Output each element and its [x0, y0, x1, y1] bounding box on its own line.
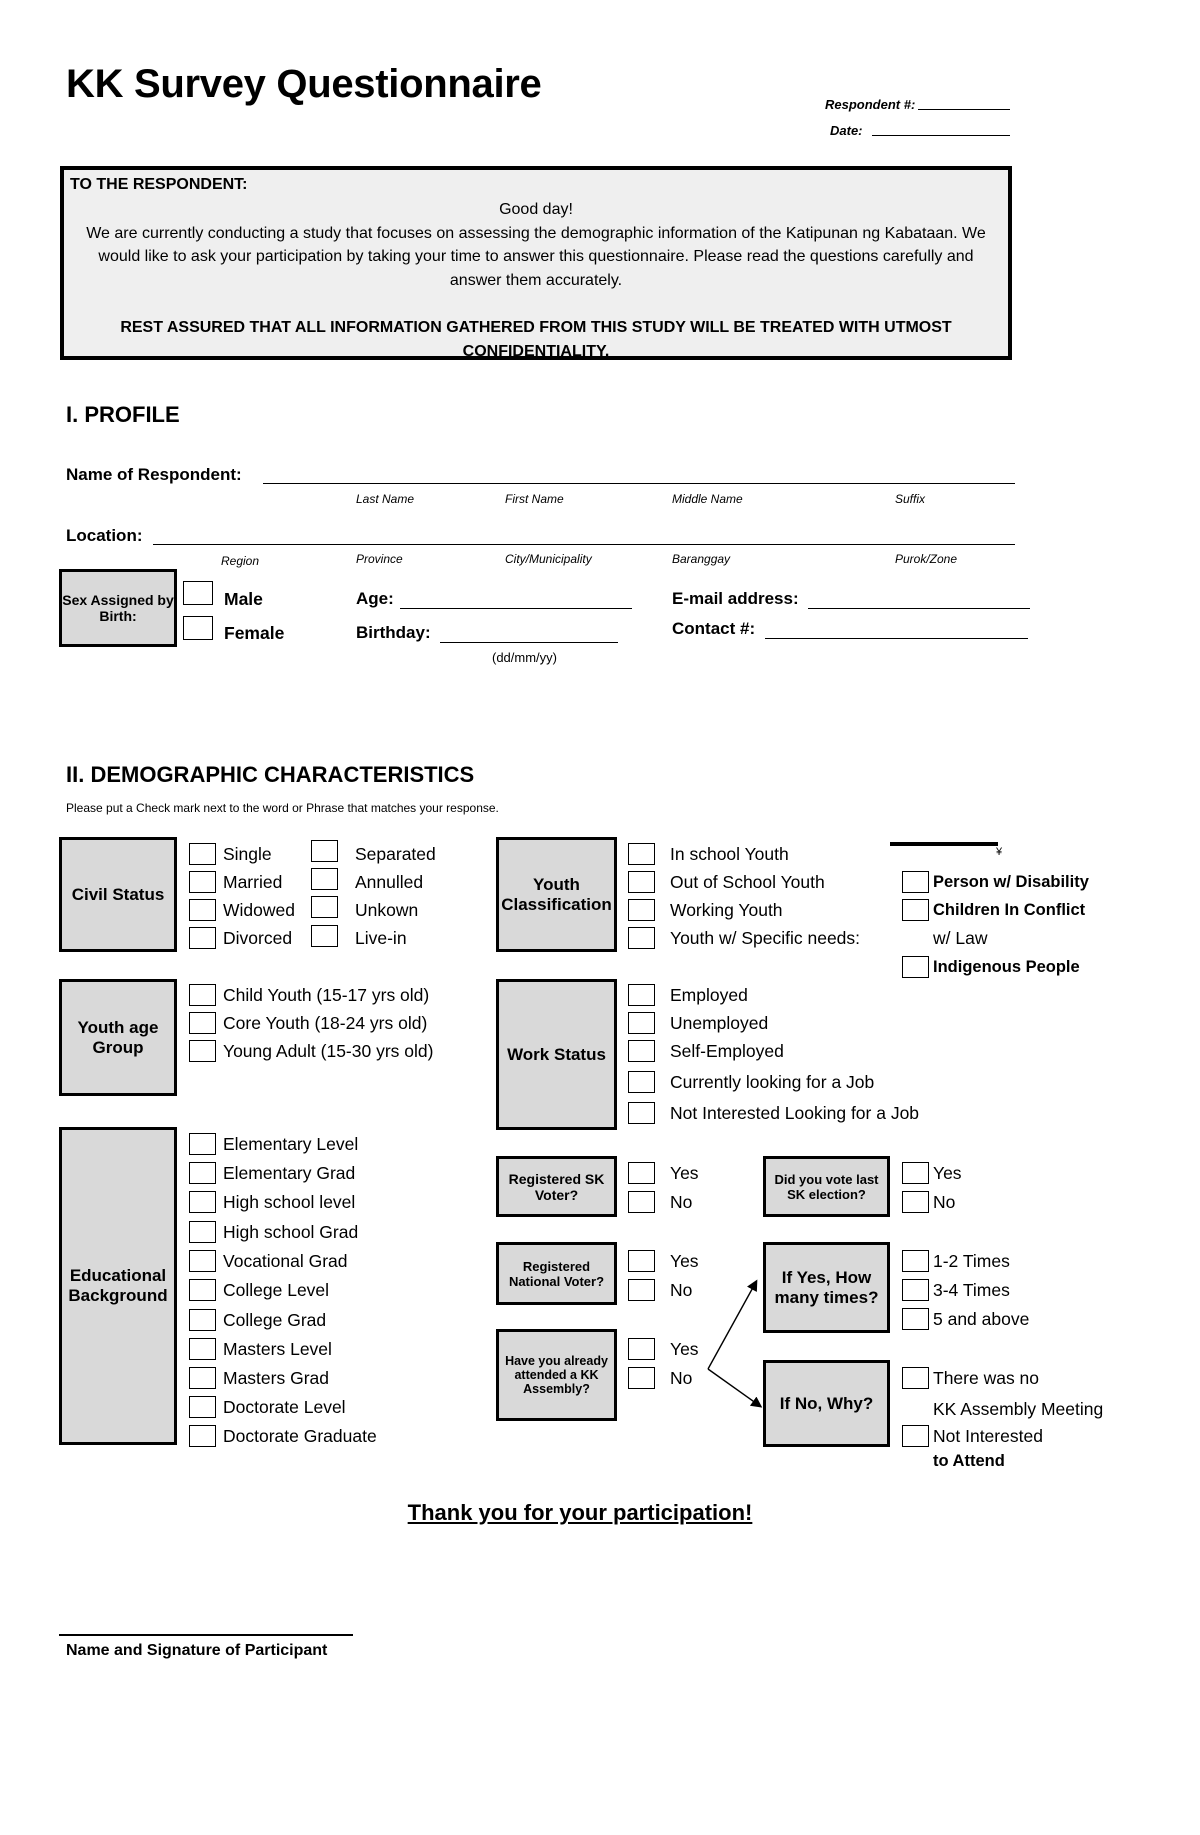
respondent-number-label: Respondent #:: [825, 97, 916, 112]
checkbox-person-disability[interactable]: [902, 871, 929, 893]
checkbox-annulled[interactable]: [311, 868, 338, 890]
location-label: Location:: [66, 526, 143, 545]
page-title: KK Survey Questionnaire: [66, 62, 542, 106]
name-label: Name of Respondent:: [66, 465, 242, 484]
checkbox-college-grad[interactable]: [189, 1309, 216, 1331]
option-core-youth: Core Youth (18-24 yrs old): [223, 1013, 428, 1033]
location-part-barangay: Baranggay: [672, 552, 731, 566]
checkbox-attended-yes[interactable]: [628, 1338, 655, 1360]
checkbox-voted-sk-no[interactable]: [902, 1191, 929, 1213]
sex-assigned-text: Sex Assigned by Birth:: [62, 592, 174, 624]
email-label: E-mail address:: [672, 589, 799, 608]
checkbox-separated[interactable]: [311, 840, 338, 862]
notice-greeting: Good day!: [499, 201, 573, 218]
checkbox-female[interactable]: [183, 616, 213, 640]
location-part-city: City/Municipality: [505, 552, 592, 566]
option-working-youth: Working Youth: [670, 900, 783, 920]
option-single: Single: [223, 844, 272, 864]
checkbox-indigenous-people[interactable]: [902, 956, 929, 978]
option-child-youth: Child Youth (15-17 yrs old): [223, 985, 430, 1005]
checkbox-unemployed[interactable]: [628, 1012, 655, 1034]
option-college-level: College Level: [223, 1280, 330, 1300]
checkbox-children-conflict[interactable]: [902, 899, 929, 921]
birthday-field[interactable]: [440, 642, 618, 643]
checkbox-core-youth[interactable]: [189, 1012, 216, 1034]
birthday-format: (dd/mm/yy): [492, 650, 557, 665]
option-in-school-youth: In school Youth: [670, 844, 789, 864]
checkbox-youth-specific-needs[interactable]: [628, 927, 655, 949]
option-sk-voter-yes: Yes: [670, 1163, 699, 1183]
option-looking-for-job: Currently looking for a Job: [670, 1072, 875, 1092]
checkbox-male[interactable]: [183, 581, 213, 605]
checkbox-high-school-grad[interactable]: [189, 1221, 216, 1243]
option-divorced: Divorced: [223, 928, 293, 948]
voted-last-sk-text: Did you vote last SK election?: [774, 1171, 879, 1202]
option-1-2-times: 1-2 Times: [933, 1251, 1010, 1271]
signature-label: Name and Signature of Participant: [66, 1642, 328, 1659]
youth-classification-text: Youth Classification: [501, 874, 612, 914]
checkbox-high-school-level[interactable]: [189, 1191, 216, 1213]
thank-you-message: Thank you for your participation!: [407, 1500, 753, 1525]
email-field[interactable]: [808, 608, 1030, 609]
checkbox-elementary-level[interactable]: [189, 1133, 216, 1155]
option-voted-sk-no: No: [933, 1192, 956, 1212]
option-masters-level: Masters Level: [223, 1339, 332, 1359]
option-no-assembly-meeting-1: There was no: [933, 1368, 1040, 1388]
option-vocational-grad: Vocational Grad: [223, 1251, 348, 1271]
name-part-last: Last Name: [356, 492, 415, 506]
option-self-employed: Self-Employed: [670, 1041, 784, 1061]
option-annulled: Annulled: [355, 872, 424, 892]
option-unemployed: Unemployed: [670, 1013, 769, 1033]
if-no-text: If No, Why?: [779, 1393, 874, 1413]
name-part-first: First Name: [505, 492, 564, 506]
sex-assigned-label: [59, 569, 177, 647]
checkbox-masters-grad[interactable]: [189, 1367, 216, 1389]
registered-sk-voter-text: Registered SK Voter?: [508, 1170, 605, 1203]
option-5-and-above: 5 and above: [933, 1309, 1030, 1329]
contact-field[interactable]: [765, 638, 1028, 639]
option-college-grad: College Grad: [223, 1310, 327, 1330]
checkbox-not-interested-job[interactable]: [628, 1102, 655, 1124]
demographics-instruction: Please put a Check mark next to the word or Phrase that matches your response.: [66, 801, 499, 815]
option-separated: Separated: [355, 844, 436, 864]
option-doctorate-graduate: Doctorate Graduate: [223, 1426, 377, 1446]
profile-heading: I. PROFILE: [66, 402, 180, 427]
youth-classification-label: [496, 837, 617, 952]
educational-background-label: [59, 1127, 177, 1445]
work-status-label: [496, 979, 617, 1130]
notice-confidentiality: REST ASSURED THAT ALL INFORMATION GATHERED FROM THIS STUDY WILL BE TREATED WITH UTMOST CONFIDENTIALITY.: [120, 319, 952, 360]
respondent-number-field[interactable]: [918, 109, 1010, 110]
option-indigenous-people: Indigenous People: [933, 958, 1080, 976]
youth-age-group-label: [59, 979, 177, 1096]
respondent-notice: [60, 166, 1012, 360]
checkbox-vocational-grad[interactable]: [189, 1250, 216, 1272]
notice-body: [74, 198, 998, 292]
checkbox-employed[interactable]: [628, 984, 655, 1006]
decorative-bar: [890, 842, 998, 846]
option-not-interested-job: Not Interested Looking for a Job: [670, 1103, 920, 1123]
signature-line[interactable]: [59, 1634, 353, 1636]
location-part-province: Province: [356, 552, 403, 566]
age-label: Age:: [356, 589, 394, 608]
option-youth-specific-needs: Youth w/ Specific needs:: [670, 928, 861, 948]
civil-status-label: [59, 837, 177, 952]
option-national-voter-no: No: [670, 1280, 693, 1300]
checkbox-child-youth[interactable]: [189, 984, 216, 1006]
option-sk-voter-no: No: [670, 1192, 693, 1212]
birthday-label: Birthday:: [356, 623, 431, 642]
location-part-region: Region: [221, 554, 260, 568]
checkbox-married[interactable]: [189, 871, 216, 893]
option-unkown: Unkown: [355, 900, 419, 920]
checkbox-no-assembly-meeting[interactable]: [902, 1367, 929, 1389]
option-children-conflict: Children In Conflict: [933, 901, 1086, 919]
voted-last-sk-label: [763, 1156, 890, 1217]
option-high-school-grad: High school Grad: [223, 1222, 359, 1242]
checkbox-doctorate-graduate[interactable]: [189, 1425, 216, 1447]
checkbox-unkown[interactable]: [311, 896, 338, 918]
date-label: Date:: [830, 123, 863, 138]
checkbox-single[interactable]: [189, 843, 216, 865]
checkbox-5-and-above[interactable]: [902, 1308, 929, 1330]
attended-assembly-text: Have you already attended a KK Assembly?: [505, 1354, 608, 1396]
contact-label: Contact #:: [672, 619, 756, 638]
registered-sk-voter-label: [496, 1156, 617, 1217]
checkbox-voted-sk-yes[interactable]: [902, 1162, 929, 1184]
notice-heading: TO THE RESPONDENT:: [70, 176, 248, 193]
if-yes-text: If Yes, How many times?: [774, 1267, 879, 1307]
checkbox-sk-voter-yes[interactable]: [628, 1162, 655, 1184]
option-live-in: Live-in: [355, 928, 407, 948]
option-elementary-level: Elementary Level: [223, 1134, 359, 1154]
checkbox-elementary-grad[interactable]: [189, 1162, 216, 1184]
checkbox-3-4-times[interactable]: [902, 1279, 929, 1301]
work-status-text: Work Status: [507, 1044, 606, 1064]
checkbox-looking-for-job[interactable]: [628, 1071, 655, 1093]
notice-text: We are currently conducting a study that focuses on assessing the demographic information of the Katipunan ng Kabataan. We would like to ask your participation by taking your time to answer this questionnaire. Please read the questions carefully and answer them accurately.: [86, 224, 986, 289]
option-elementary-grad: Elementary Grad: [223, 1163, 356, 1183]
option-high-school-level: High school level: [223, 1192, 356, 1212]
checkbox-masters-level[interactable]: [189, 1338, 216, 1360]
option-attended-no: No: [670, 1368, 693, 1388]
if-yes-label: [763, 1242, 890, 1333]
option-doctorate-level: Doctorate Level: [223, 1397, 346, 1417]
option-employed: Employed: [670, 985, 748, 1005]
checkbox-college-level[interactable]: [189, 1279, 216, 1301]
age-field[interactable]: [400, 608, 632, 609]
registered-national-voter-label: [496, 1242, 617, 1305]
checkbox-working-youth[interactable]: [628, 899, 655, 921]
checkbox-not-interested[interactable]: [902, 1425, 929, 1447]
option-national-voter-yes: Yes: [670, 1251, 699, 1271]
name-part-suffix: Suffix: [895, 492, 926, 506]
branch-arrows-icon: [700, 1270, 770, 1420]
option-children-conflict-suffix: w/ Law: [933, 928, 988, 948]
checkbox-doctorate-level[interactable]: [189, 1396, 216, 1418]
checkbox-national-voter-yes[interactable]: [628, 1250, 655, 1272]
date-field[interactable]: [872, 135, 1010, 136]
option-no-assembly-meeting-2: KK Assembly Meeting: [933, 1399, 1104, 1419]
name-field[interactable]: [263, 483, 1015, 484]
checkbox-live-in[interactable]: [311, 925, 338, 947]
name-part-middle: Middle Name: [672, 492, 743, 506]
checkbox-out-of-school-youth[interactable]: [628, 871, 655, 893]
attended-assembly-label: [496, 1329, 617, 1421]
option-attended-yes: Yes: [670, 1339, 699, 1359]
registered-national-voter-text: Registered National Voter?: [508, 1258, 605, 1289]
checkbox-young-adult[interactable]: [189, 1040, 216, 1062]
location-part-purok: Purok/Zone: [895, 552, 958, 566]
option-voted-sk-yes: Yes: [933, 1163, 962, 1183]
checkbox-sk-voter-no[interactable]: [628, 1191, 655, 1213]
demographics-heading: II. DEMOGRAPHIC CHARACTERISTICS: [66, 762, 475, 787]
option-male: Male: [224, 589, 263, 609]
option-female: Female: [224, 623, 285, 643]
checkbox-self-employed[interactable]: [628, 1040, 655, 1062]
if-no-label: [763, 1360, 890, 1447]
checkbox-widowed[interactable]: [189, 899, 216, 921]
checkbox-in-school-youth[interactable]: [628, 843, 655, 865]
educational-background-text: Educational Background: [68, 1266, 168, 1305]
option-married: Married: [223, 872, 283, 892]
tick-mark-icon: ¥: [996, 846, 1003, 858]
civil-status-text: Civil Status: [71, 884, 165, 904]
youth-age-group-text: Youth age Group: [77, 1017, 159, 1057]
option-out-of-school-youth: Out of School Youth: [670, 872, 825, 892]
option-widowed: Widowed: [223, 900, 295, 920]
location-field[interactable]: [153, 544, 1015, 545]
option-not-interested-1: Not Interested: [933, 1426, 1043, 1446]
checkbox-national-voter-no[interactable]: [628, 1279, 655, 1301]
option-not-interested-2: to Attend: [933, 1452, 1005, 1470]
checkbox-divorced[interactable]: [189, 927, 216, 949]
checkbox-attended-no[interactable]: [628, 1367, 655, 1389]
option-person-disability: Person w/ Disability: [933, 873, 1089, 891]
option-masters-grad: Masters Grad: [223, 1368, 329, 1388]
option-young-adult: Young Adult (15-30 yrs old): [223, 1041, 434, 1061]
option-3-4-times: 3-4 Times: [933, 1280, 1010, 1300]
checkbox-1-2-times[interactable]: [902, 1250, 929, 1272]
